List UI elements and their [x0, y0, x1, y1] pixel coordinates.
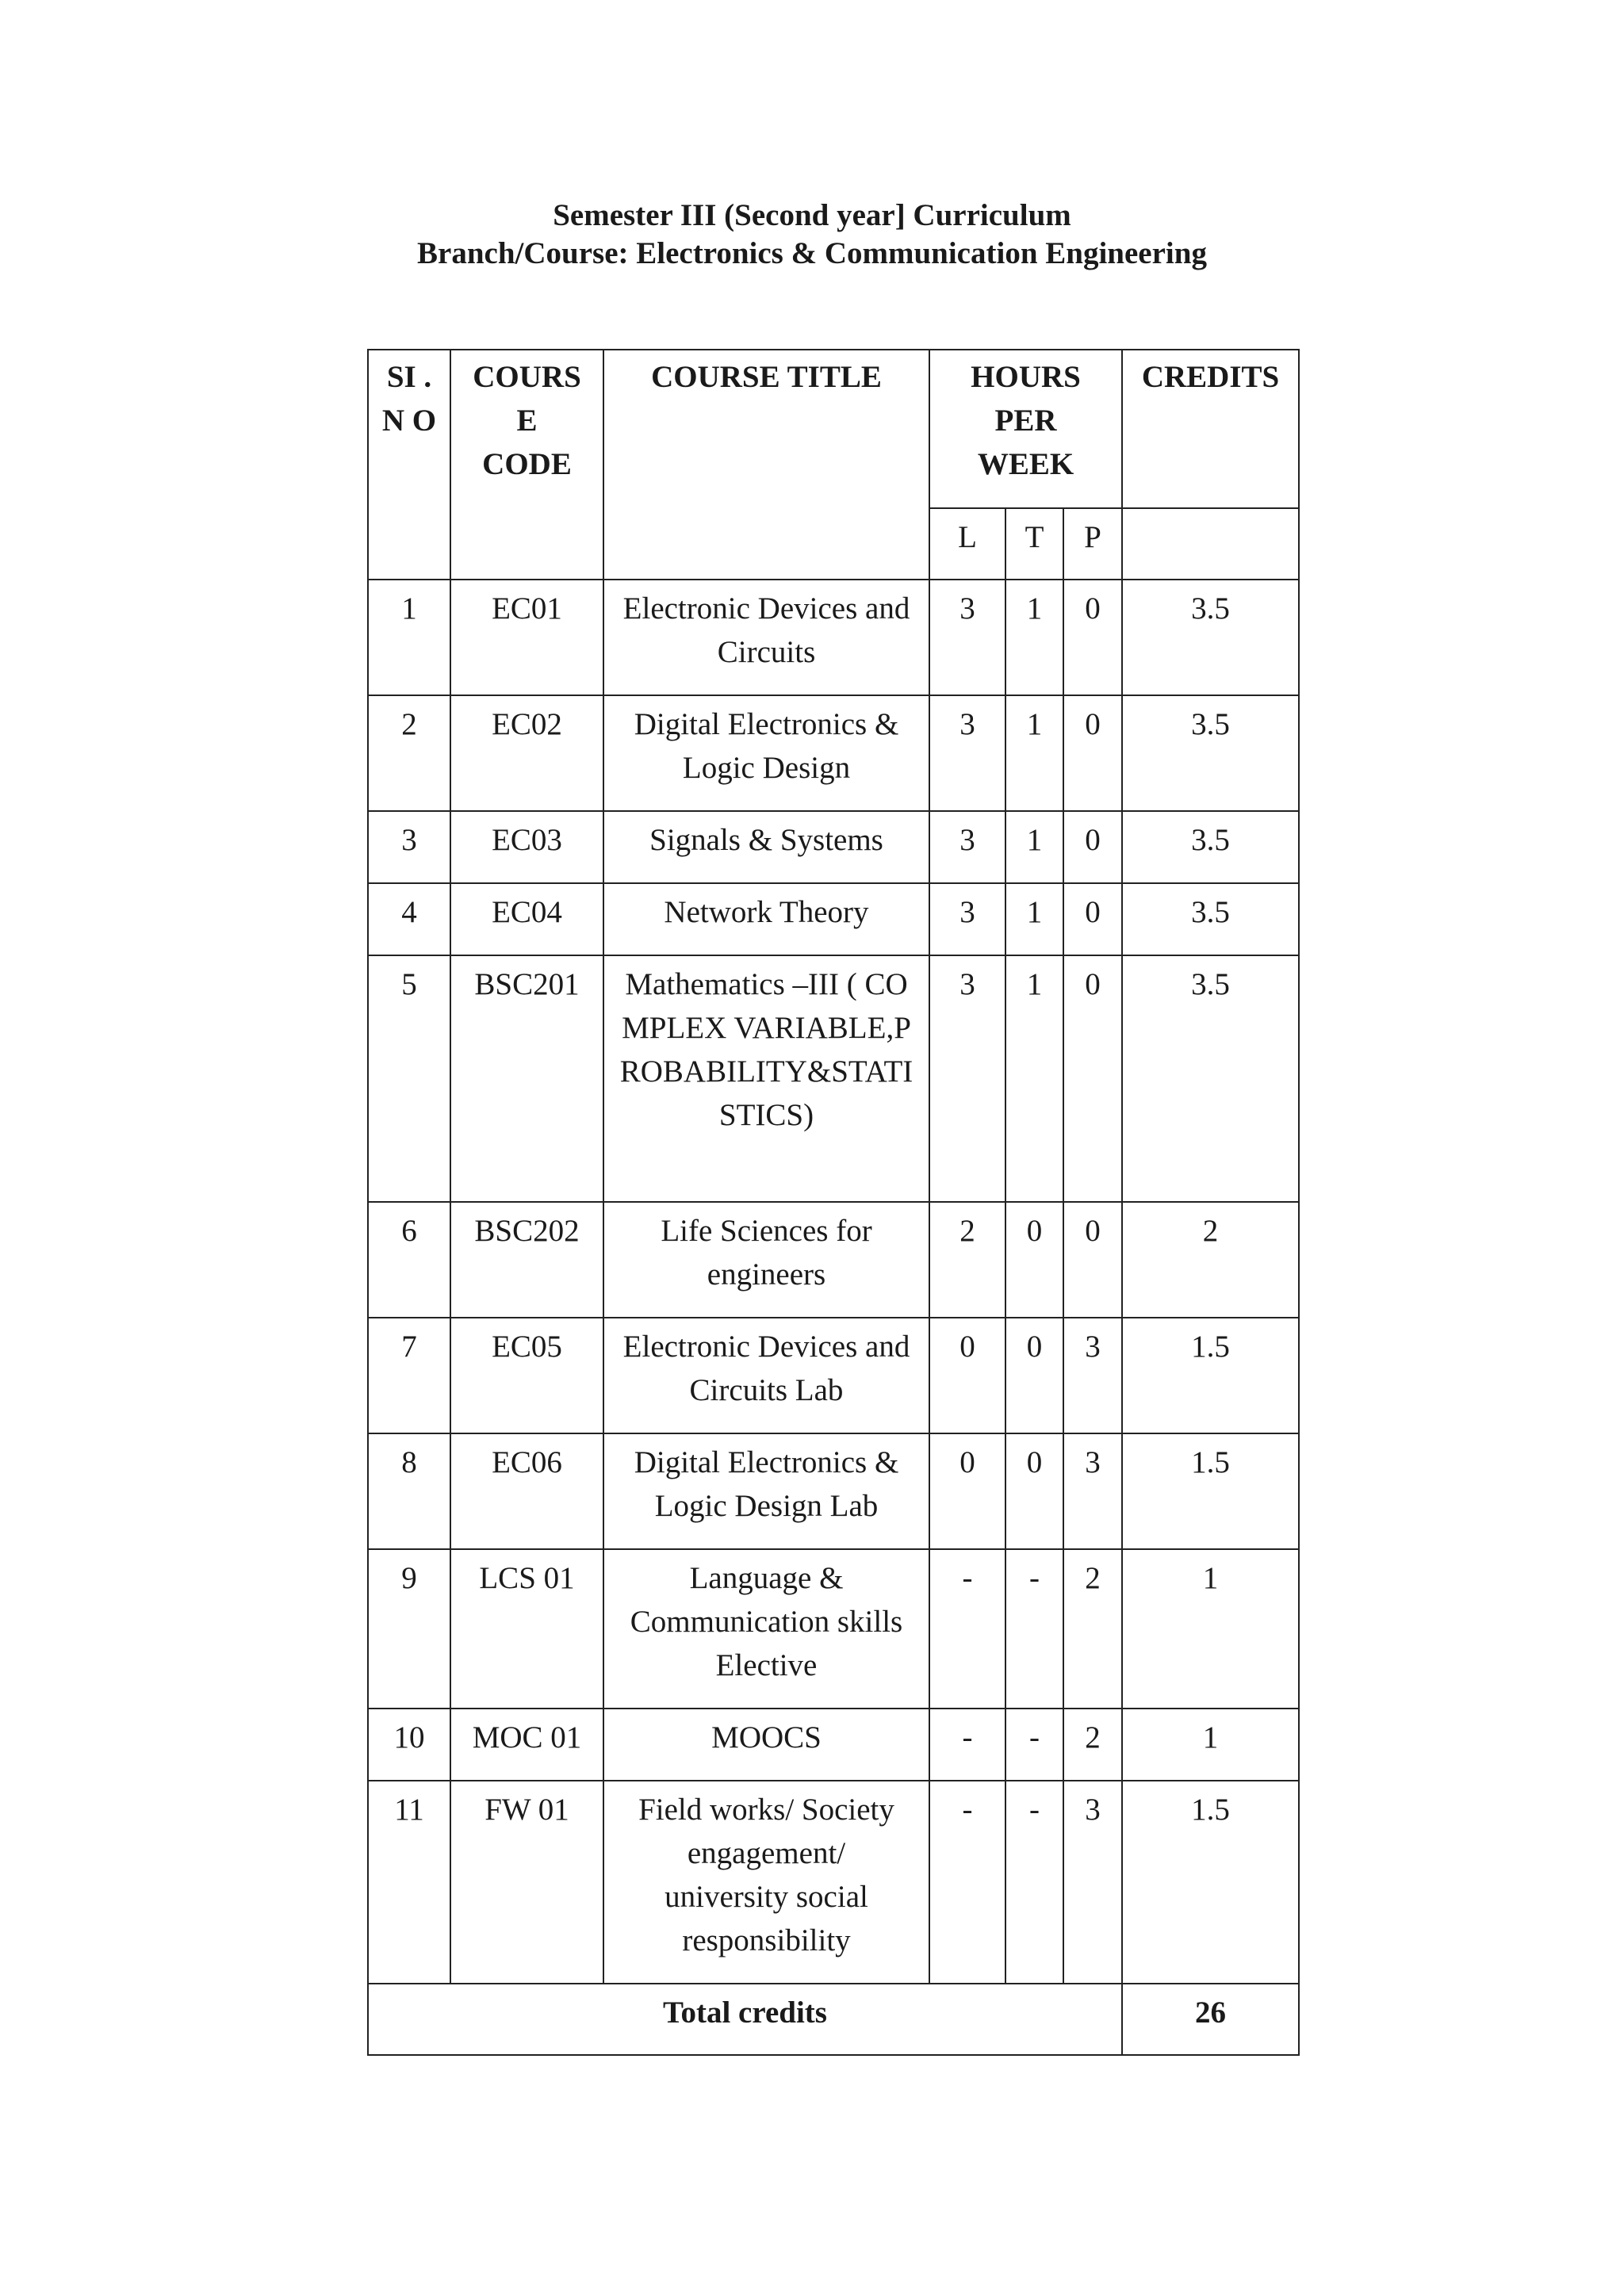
cell-code: EC02 — [450, 695, 603, 811]
cell-t: 1 — [1005, 883, 1063, 955]
cell-t: 1 — [1005, 955, 1063, 1202]
cell-t: 0 — [1005, 1202, 1063, 1318]
table-row — [368, 1549, 1299, 1709]
cell-l: 3 — [929, 955, 1005, 1202]
cell-p: 0 — [1063, 695, 1122, 811]
cell-sino: 3 — [368, 811, 450, 883]
cell-title: Network Theory — [603, 883, 929, 955]
header-sino: SI .N O — [368, 350, 450, 580]
header-p: P — [1063, 508, 1122, 580]
header-credits: CREDITS — [1122, 350, 1299, 508]
cell-title: Field works/ Society engagement/ university social responsibility — [603, 1781, 929, 1984]
cell-code: BSC202 — [450, 1202, 603, 1318]
cell-credits: 3.5 — [1122, 811, 1299, 883]
cell-p: 0 — [1063, 883, 1122, 955]
cell-title: Signals & Systems — [603, 811, 929, 883]
cell-l: 2 — [929, 1202, 1005, 1318]
cell-title: Mathematics –III ( COMPLEX VARIABLE,PROBABILITY&STATISTICS) — [603, 955, 929, 1202]
cell-l: 0 — [929, 1433, 1005, 1549]
table-row — [368, 1781, 1299, 1984]
cell-sino: 6 — [368, 1202, 450, 1318]
cell-t: - — [1005, 1709, 1063, 1781]
header-l: L — [929, 508, 1005, 580]
cell-credits: 3.5 — [1122, 955, 1299, 1202]
cell-t: 1 — [1005, 811, 1063, 883]
table-row — [368, 695, 1299, 811]
header-t: T — [1005, 508, 1063, 580]
cell-t: 0 — [1005, 1318, 1063, 1433]
cell-p: 3 — [1063, 1433, 1122, 1549]
cell-code: BSC201 — [450, 955, 603, 1202]
table-row — [368, 1318, 1299, 1433]
cell-code: EC04 — [450, 883, 603, 955]
cell-sino: 9 — [368, 1549, 450, 1709]
cell-p: 0 — [1063, 1202, 1122, 1318]
cell-l: 0 — [929, 1318, 1005, 1433]
cell-sino: 2 — [368, 695, 450, 811]
document-subtitle: Branch/Course: Electronics & Communication Engineering — [417, 236, 1207, 270]
header-course-code: COURS E CODE — [450, 350, 603, 580]
cell-credits: 1.5 — [1122, 1318, 1299, 1433]
cell-t: 1 — [1005, 695, 1063, 811]
cell-t: - — [1005, 1549, 1063, 1709]
cell-p: 3 — [1063, 1781, 1122, 1984]
cell-p: 0 — [1063, 955, 1122, 1202]
cell-sino: 10 — [368, 1709, 450, 1781]
cell-sino: 8 — [368, 1433, 450, 1549]
cell-sino: 1 — [368, 580, 450, 695]
cell-code: EC01 — [450, 580, 603, 695]
cell-l: - — [929, 1709, 1005, 1781]
cell-credits: 2 — [1122, 1202, 1299, 1318]
table-row — [368, 1433, 1299, 1549]
cell-sino: 5 — [368, 955, 450, 1202]
cell-l: 3 — [929, 695, 1005, 811]
cell-title: Digital Electronics & Logic Design Lab — [603, 1433, 929, 1549]
cell-code: LCS 01 — [450, 1549, 603, 1709]
cell-t: - — [1005, 1781, 1063, 1984]
cell-title: MOOCS — [603, 1709, 929, 1781]
cell-p: 2 — [1063, 1709, 1122, 1781]
cell-title: Electronic Devices and Circuits Lab — [603, 1318, 929, 1433]
cell-code: EC03 — [450, 811, 603, 883]
cell-sino: 11 — [368, 1781, 450, 1984]
cell-t: 0 — [1005, 1433, 1063, 1549]
table-row — [368, 955, 1299, 1202]
cell-credits: 1.5 — [1122, 1781, 1299, 1984]
cell-credits: 3.5 — [1122, 883, 1299, 955]
cell-l: - — [929, 1781, 1005, 1984]
cell-l: - — [929, 1549, 1005, 1709]
cell-title: Language & Communication skills Elective — [603, 1549, 929, 1709]
cell-credits: 3.5 — [1122, 580, 1299, 695]
cell-code: FW 01 — [450, 1781, 603, 1984]
header-hours-per-week: HOURS PER WEEK — [929, 350, 1122, 508]
cell-credits: 3.5 — [1122, 695, 1299, 811]
cell-p: 0 — [1063, 580, 1122, 695]
cell-p: 3 — [1063, 1318, 1122, 1433]
cell-credits: 1.5 — [1122, 1433, 1299, 1549]
table-row — [368, 580, 1299, 695]
document-title: Semester III (Second year] Curriculum — [553, 198, 1071, 232]
cell-t: 1 — [1005, 580, 1063, 695]
cell-title: Life Sciences for engineers — [603, 1202, 929, 1318]
cell-credits: 1 — [1122, 1709, 1299, 1781]
cell-sino: 4 — [368, 883, 450, 955]
cell-l: 3 — [929, 811, 1005, 883]
cell-code: EC05 — [450, 1318, 603, 1433]
cell-p: 0 — [1063, 811, 1122, 883]
cell-title: Electronic Devices and Circuits — [603, 580, 929, 695]
cell-credits: 1 — [1122, 1549, 1299, 1709]
cell-code: EC06 — [450, 1433, 603, 1549]
total-row — [368, 1984, 1299, 2055]
cell-l: 3 — [929, 580, 1005, 695]
cell-p: 2 — [1063, 1549, 1122, 1709]
table-row — [368, 811, 1299, 883]
cell-title: Digital Electronics & Logic Design — [603, 695, 929, 811]
cell-l: 3 — [929, 883, 1005, 955]
cell-sino: 7 — [368, 1318, 450, 1433]
header-course-title: COURSE TITLE — [603, 350, 929, 580]
table-row — [368, 1202, 1299, 1318]
total-credits-value: 26 — [1122, 1984, 1299, 2055]
table-row — [368, 1709, 1299, 1781]
header-credits-blank — [1122, 508, 1299, 580]
table-row — [368, 883, 1299, 955]
cell-code: MOC 01 — [450, 1709, 603, 1781]
total-credits-label: Total credits — [368, 1984, 1122, 2055]
curriculum-table — [367, 349, 1300, 2056]
table-header-row — [368, 350, 1299, 508]
